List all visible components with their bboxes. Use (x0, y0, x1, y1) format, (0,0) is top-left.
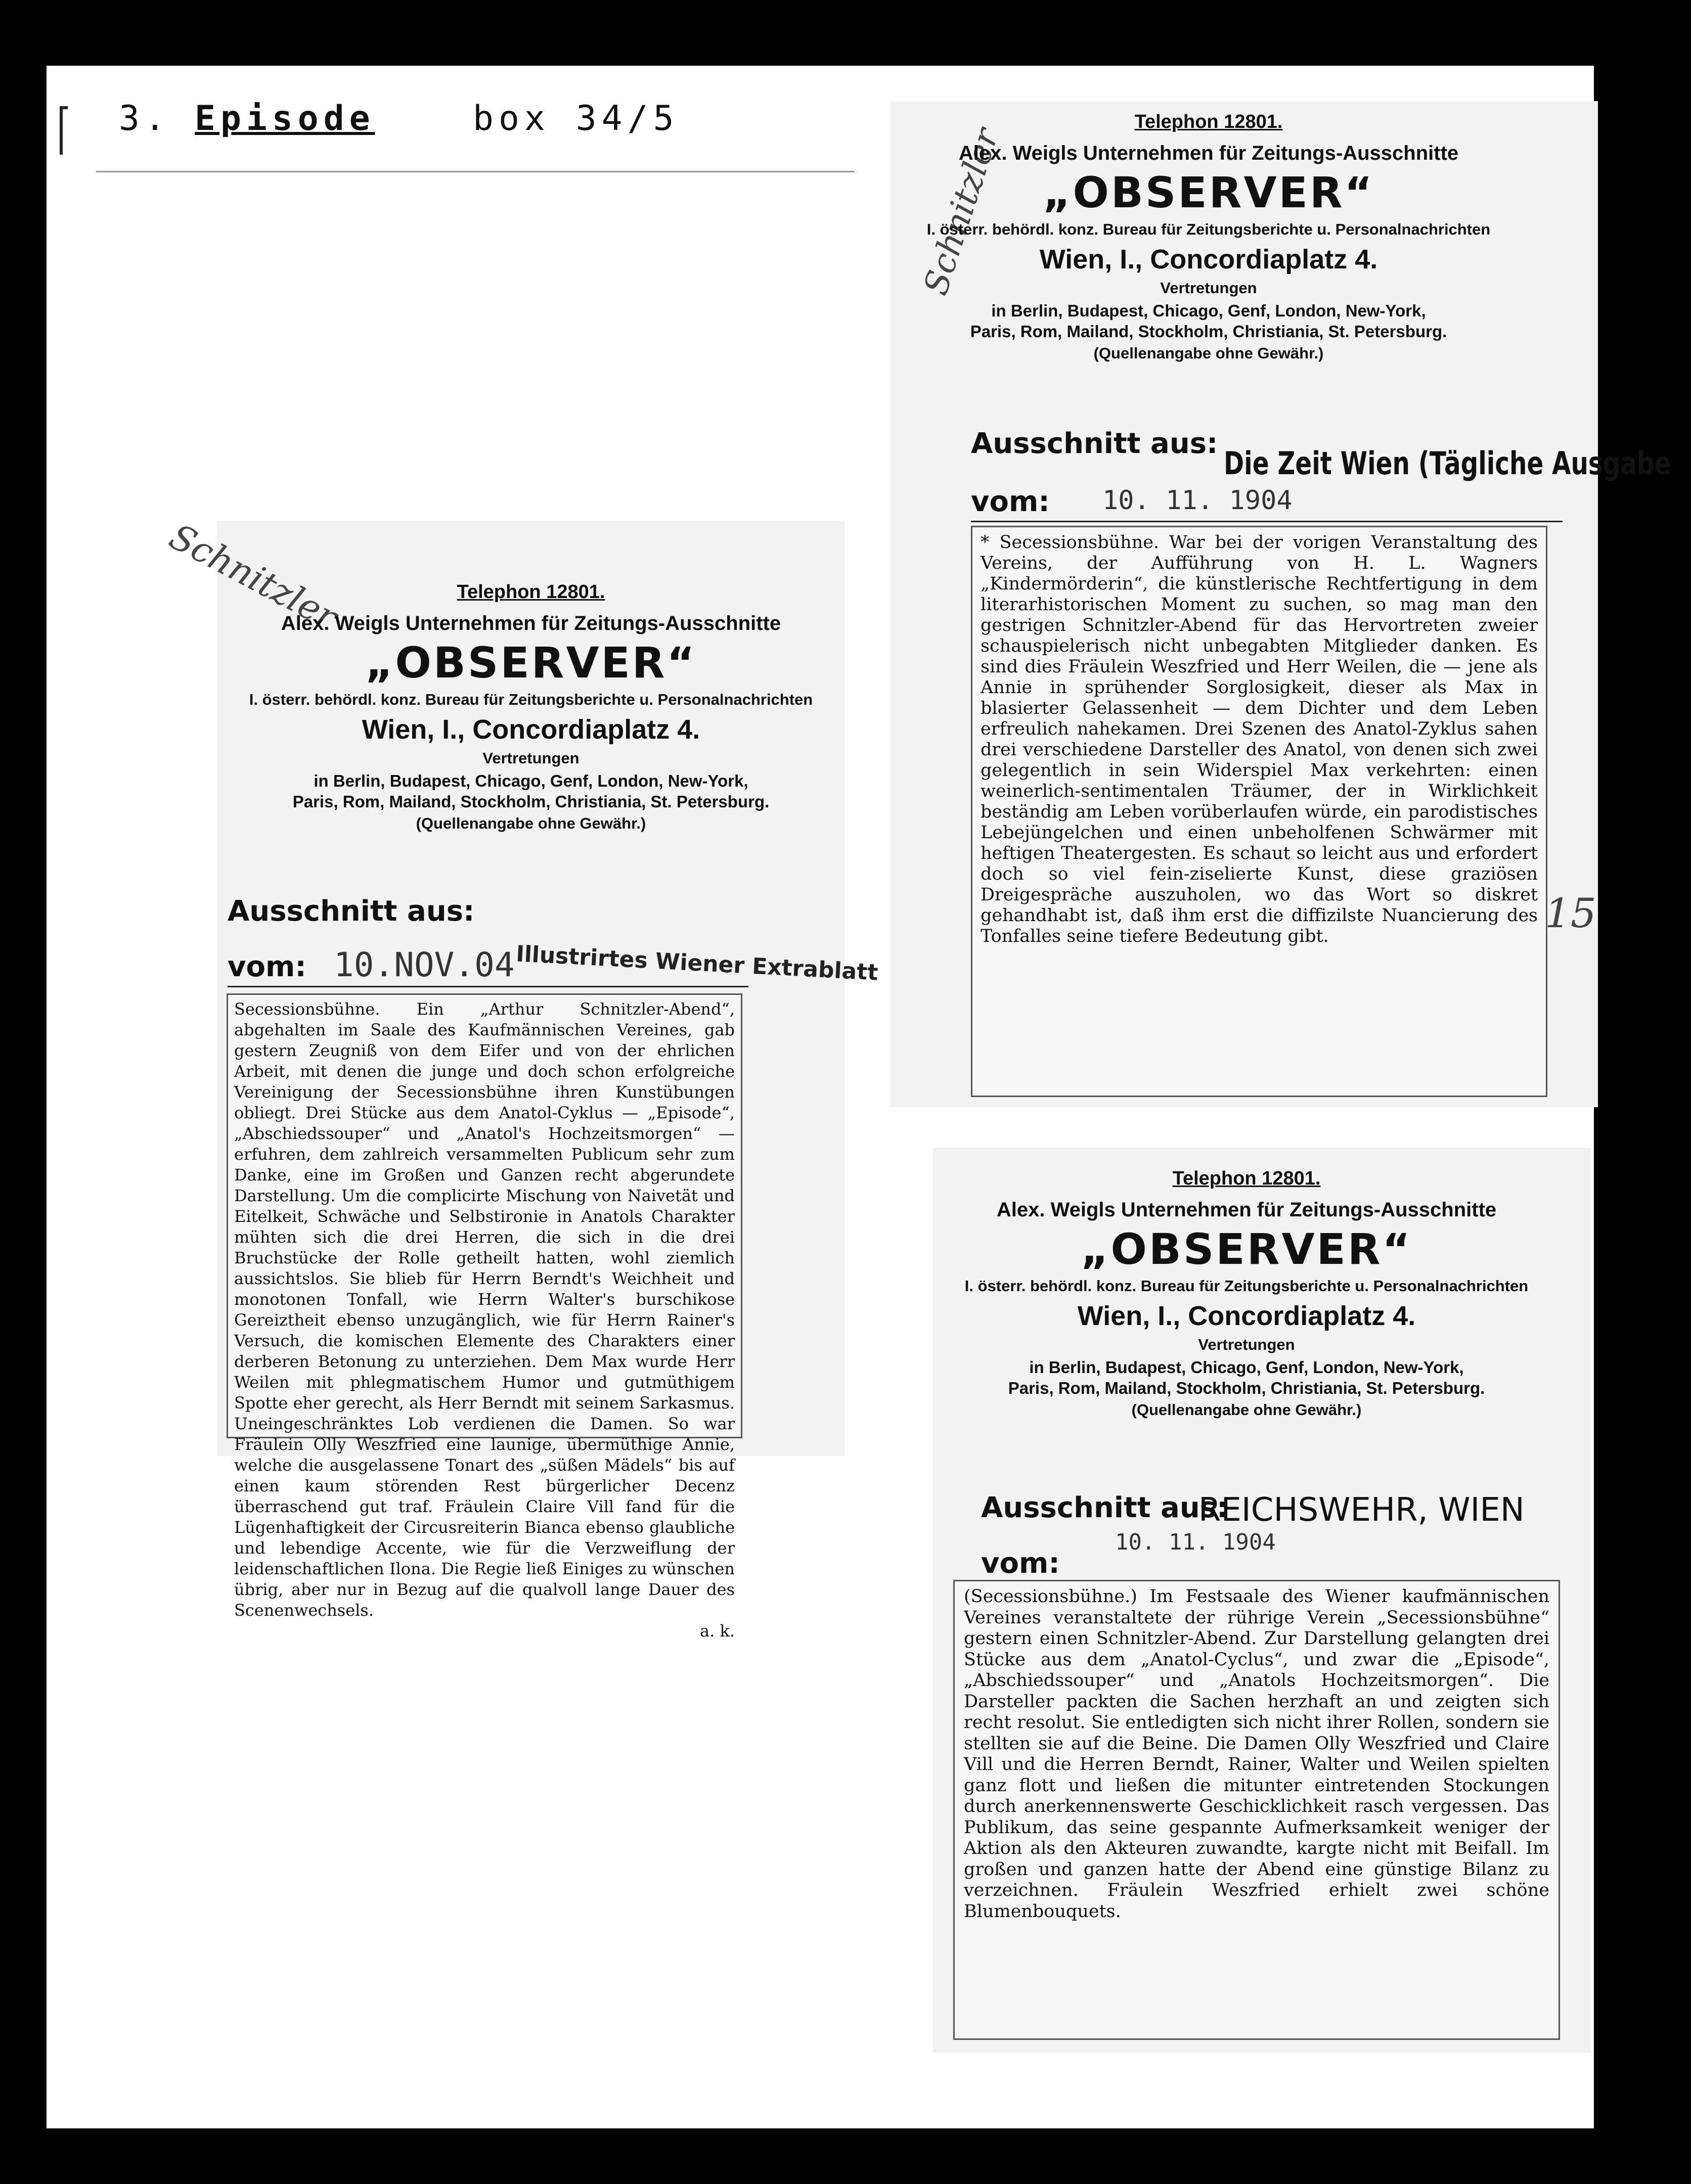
masthead (890, 111, 1527, 362)
masthead-vertretungen: Vertretungen (1198, 1336, 1295, 1353)
masthead-company: Alex. Weigls Unternehmen für Zeitungs-Ausschnitte (958, 142, 1459, 164)
vom-label: vom: (228, 950, 306, 983)
masthead-observer: „OBSERVER“ (1081, 1224, 1412, 1274)
article-body (953, 1580, 1560, 2040)
header-number: 3. (119, 99, 170, 139)
pencil-note: Schnitzler (916, 123, 1007, 300)
article-signature: a. k. (700, 1621, 735, 1641)
ausschnitt-label: Ausschnitt aus: (228, 895, 475, 928)
ausschnitt-label: Ausschnitt aus: (981, 1491, 1228, 1524)
masthead-address: Wien, I., Concordiaplatz 4. (1077, 1301, 1416, 1331)
masthead-telephone: Telephon 12801. (1172, 1168, 1321, 1189)
header-box: box 34/5 (473, 99, 679, 139)
vom-rule (971, 521, 1563, 522)
masthead-cities-2: Paris, Rom, Mailand, Stockholm, Christiania, St. Petersburg. (1008, 1379, 1485, 1398)
clip-source: Die Zeit Wien (Tägliche Ausgabe (1224, 445, 1671, 482)
vom-label: vom: (981, 1547, 1060, 1580)
masthead-observer: „OBSERVER“ (1043, 168, 1374, 217)
masthead-cities-2: Paris, Rom, Mailand, Stockholm, Christiania, St. Petersburg. (292, 792, 770, 811)
article-text: (Secessionsbühne.) Im Festsaale des Wiener kaufmännischen Vereines veranstaltete der rührige Verein „Secessionsbühne“ gestern einen Schnitzler-Abend. Zur Darstellung gelangten drei Stücke aus dem „Anatol-Cyclus“, und zwar die „Episode“, „Abschiedssouper“ und „Anatols Hochzeitsmorgen“. Die Darsteller packten die Sachen herzhaft an und zeigten sich recht resolut. Sie entledigten sich nicht ihrer Rollen, sondern sie stellten sie auf die Beine. Die Damen Olly Weszfried und Claire Vill und die Herren Berndt, Rainer, Walter und Weilen spielten ganz flott und ließen die mitunter eintretenden Stockungen durch anerkennenswerte Geschicklichkeit rasch vergessen. Das Publikum, das seine gespannte Aufmerksamkeit weniger der Aktion als den Akteuren zuwandte, kargte nicht mit Beifall. Im großen und ganzen hatte der Abend eine günstige Bilanz zu verzeichnen. Fräulein Weszfried erhielt zwei schöne Blumenbouquets. (964, 1586, 1549, 1922)
masthead (933, 1168, 1560, 1419)
header-episode: Episode (195, 99, 375, 139)
masthead-bureau: I. österr. behördl. konz. Bureau für Zeitungsberichte u. Personalnachrichten (249, 691, 813, 708)
article-text: * Secessionsbühne. War bei der vorigen Veranstaltung des Vereins, der Aufführung von H. L. Wagners „Kindermörderin“, die künstlerische Rechtfertigung in dem literarhistorischen Moment zu suchen, so mag man den gestrigen Schnitzler-Abend für das Hervortreten zweier schauspielerisch nicht unbegabten Mitglieder danken. Es sind dies Fräulein Weszfried und Herr Weilen, die — jene als Annie in sprühender Sorglosigkeit, dieser als Max in blasierter Gelassenheit — dem Dichter und dem Leben erfreulich nahekamen. Drei Szenen des Anatol-Zyklus sahen drei verschiedene Darsteller des Anatol, von denen sich zwei gelegentlich in sein Widerspiel Max verkehrten: einen weinerlich-sentimentalen Träumer, der in Wirklichkeit beständig am Leben vorüberlaufen würde, ein parodistisches Lebejüngelchen und einen unbeholfenen Schwärmer mit heftigen Theatergesten. Es schaut so leicht aus und erfordert doch so viel fein-ziselierte Kunst, diese graziösen Dreigespräche auszuholen, wo das Wort so diskret gehandhabt ist, daß ihm erst die diffizilste Nuancierung des Tonfalles seine tiefere Bedeutung gibt. (981, 532, 1538, 946)
masthead-disclaimer: (Quellenangabe ohne Gewähr.) (416, 814, 646, 832)
masthead-cities-1: in Berlin, Budapest, Chicago, Genf, London, New-York, (314, 771, 748, 790)
clipping-right-bottom (933, 1148, 1590, 2053)
clip-date: 10. 11. 1904 (1115, 1529, 1276, 1555)
article-text: Secessionsbühne. Ein „Arthur Schnitzler-Abend“, abgehalten im Saale des Kaufmännischen Vereines, gab gestern Zeugniß von dem Eifer und von der ehrlichen Arbeit, mit denen die junge und doch schon erfolgreiche Vereinigung der Secessionsbühne ihren Kunstübungen obliegt. Drei Stücke aus dem Anatol-Cyklus — „Episode“, „Abschiedssouper“ und „Anatol's Hochzeitsmorgen“ — erfuhren, dem zahlreich versammelten Publicum sehr zum Danke, eine im Großen und Ganzen recht abgerundete Darstellung. Um die complicirte Mischung von Naivetät und Eitelkeit, Schwäche und Selbstironie in Anatols Charakter mühten sich die drei Herren, die sich in die drei Bruchstücke der Rolle getheilt hatten, wohl ziemlich aussichtslos. Sie blieb für Herrn Berndt's Weichheit und monotonen Tonfall, wie Herrn Walter's burschikose Gereiztheit ebenso unzugänglich, wie für Herrn Rainer's Versuch, die komischen Elemente des Charakters einer derberen Betonung zu unterziehen. Dem Max wurde Herr Weilen mit phlegmatischem Humor und gutmüthigem Spotte eher gerecht, als Herr Berndt mit seinem Sarkasmus. Uneingeschränktes Lob verdienen die Damen. So war Fräulein Olly Weszfried eine launige, übermüthige Annie, welche die ausgelassene Tonart des „süßen Mädels“ bis auf einen kaum störenden Rest bürgerlicher Decenz überraschend gut traf. Fräulein Claire Vill fand für die Lügenhaftigkeit der Circusreiterin Bianca ebenso glaubliche und lebendige Accente, wie für die Verzweiflung der leidenschaftlichen Ilona. Die Regie ließ Einiges zu wünschen übrig, aber nur in Bezug auf die qualvoll lange Dauer des Scenenwechsels. (234, 999, 735, 1620)
margin-mark: 15 (1545, 890, 1596, 937)
pencil-note: Schnitzler (162, 515, 344, 639)
masthead-vertretungen: Vertretungen (1160, 279, 1257, 297)
masthead-disclaimer: (Quellenangabe ohne Gewähr.) (1093, 344, 1324, 362)
masthead-cities-1: in Berlin, Budapest, Chicago, Genf, London, New-York, (1029, 1358, 1464, 1377)
clipping-right-top (890, 101, 1671, 1107)
masthead-cities-2: Paris, Rom, Mailand, Stockholm, Christiania, St. Petersburg. (970, 322, 1447, 341)
scan-border (1598, 0, 1691, 2184)
article-body (971, 526, 1547, 1097)
masthead (217, 581, 844, 833)
masthead-observer: „OBSERVER“ (365, 638, 697, 688)
masthead-cities-1: in Berlin, Budapest, Chicago, Genf, London, New-York, (991, 301, 1426, 320)
clip-date: 10. 11. 1904 (1102, 485, 1293, 516)
masthead-disclaimer: (Quellenangabe ohne Gewähr.) (1131, 1400, 1362, 1419)
clipping-left (162, 515, 879, 1641)
article-body (227, 993, 742, 1641)
clip-source: Illustrirtes Wiener Extrablatt (515, 941, 879, 986)
header-rule (96, 171, 855, 172)
masthead-bureau: I. österr. behördl. konz. Bureau für Zeitungsberichte u. Personalnachrichten (926, 220, 1491, 238)
vom-rule (228, 986, 748, 987)
masthead-address: Wien, I., Concordiaplatz 4. (1039, 244, 1378, 275)
vom-label: vom: (971, 485, 1050, 518)
masthead-bureau: I. österr. behördl. konz. Bureau für Zeitungsberichte u. Personalnachrichten (964, 1277, 1529, 1295)
clip-source: REICHSWEHR, WIEN (1198, 1491, 1525, 1529)
masthead-company: Alex. Weigls Unternehmen für Zeitungs-Ausschnitte (281, 612, 781, 634)
corner-mark (60, 106, 68, 155)
masthead-company: Alex. Weigls Unternehmen für Zeitungs-Ausschnitte (996, 1199, 1497, 1221)
masthead-telephone: Telephon 12801. (457, 581, 605, 603)
masthead-address: Wien, I., Concordiaplatz 4. (362, 714, 700, 745)
ausschnitt-label: Ausschnitt aus: (971, 427, 1218, 460)
masthead-vertretungen: Vertretungen (482, 749, 580, 767)
clip-date: 10.NOV.04 (334, 945, 515, 984)
masthead-telephone: Telephon 12801. (1134, 111, 1283, 132)
